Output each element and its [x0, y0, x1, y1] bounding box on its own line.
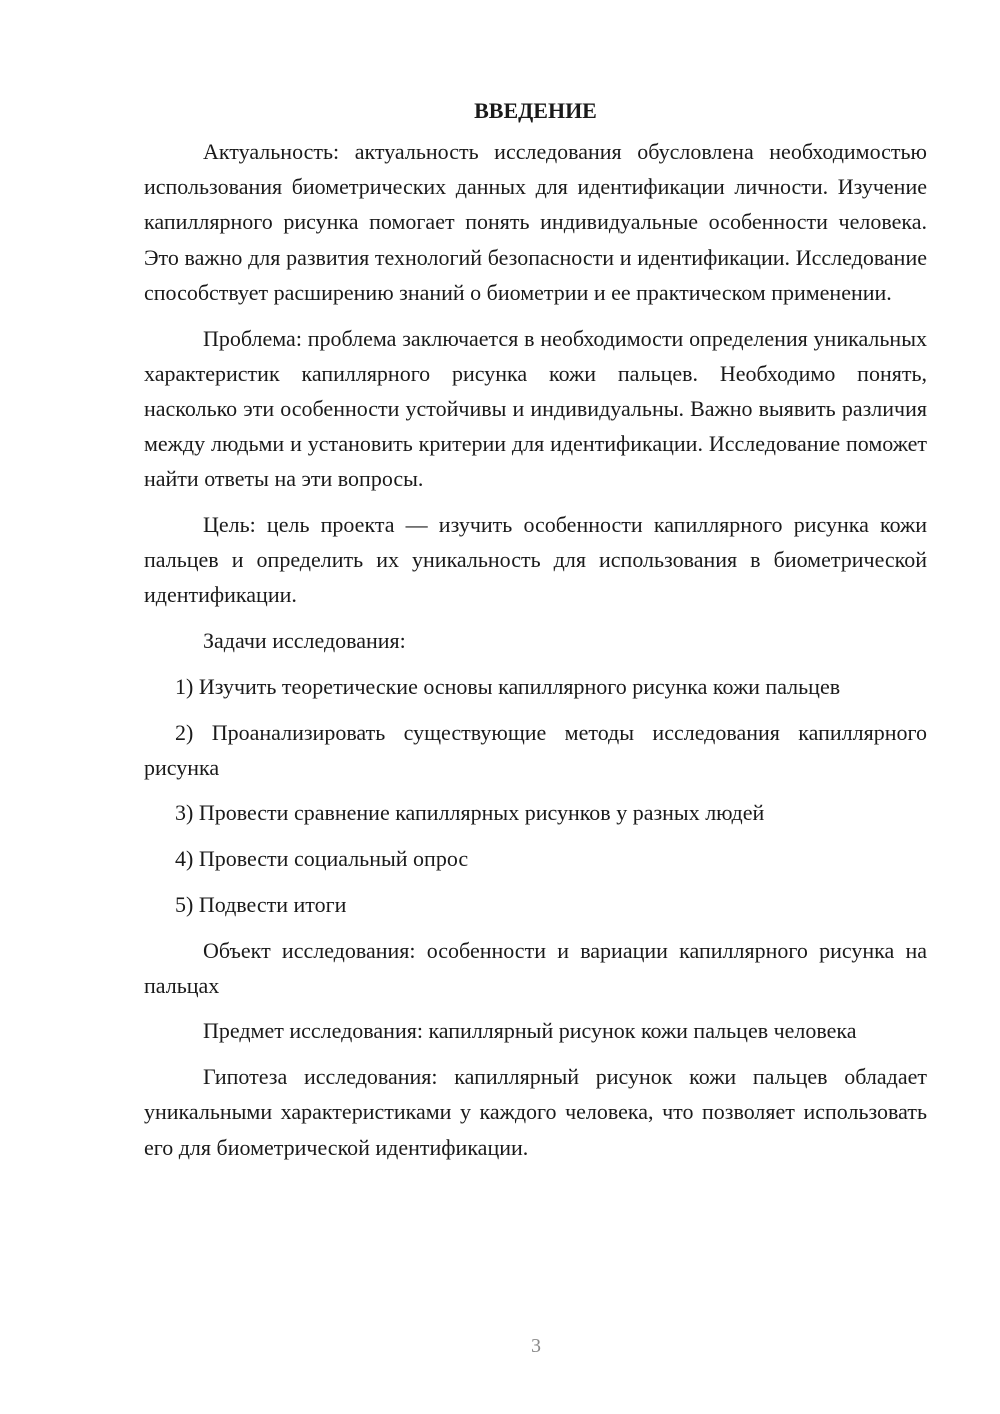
problem-paragraph: Проблема: проблема заключается в необходимости определения уникальных характеристик капиллярного рисунка кожи пальцев. Необходимо понять, насколько эти особенности устойчивы и индивидуальны. Важно выявить различия между людьми и установить критерии для идентификации. Исследование поможет найти ответы на эти вопросы.	[144, 325, 927, 492]
subject-paragraph: Предмет исследования: капиллярный рисунок кожи пальцев человека	[203, 1018, 857, 1044]
tasks-heading: Задачи исследования:	[203, 628, 406, 654]
page-number: 3	[531, 1335, 541, 1357]
task-item: 5) Подвести итоги	[175, 891, 347, 917]
task-item: 1) Изучить теоретические основы капиллярного рисунка кожи пальцев	[175, 673, 841, 699]
task-item: 4) Провести социальный опрос	[175, 846, 469, 872]
task-item: 2) Проанализировать существующие методы исследования капиллярного рисунка	[144, 719, 927, 780]
relevance-paragraph: Актуальность: актуальность исследования обусловлена необходимостью использования биометрических данных для идентификации личности. Изучение капиллярного рисунка помогает понять индивидуальные особенности человека. Это важно для развития технологий безопасности и идентификации. Исследование способствует расширению знаний о биометрии и ее практическом применении.	[144, 139, 927, 305]
goal-paragraph: Цель: цель проекта — изучить особенности капиллярного рисунка кожи пальцев и определить их уникальность для использования в биометрической идентификации.	[144, 512, 927, 608]
object-paragraph: Объект исследования: особенности и вариации капиллярного рисунка на пальцах	[144, 937, 927, 998]
document-page	[144, 93, 927, 1175]
task-item: 3) Провести сравнение капиллярных рисунков у разных людей	[175, 800, 765, 826]
section-title: ВВЕДЕНИЕ	[474, 98, 597, 123]
hypothesis-paragraph: Гипотеза исследования: капиллярный рисунок кожи пальцев обладает уникальными характеристиками у каждого человека, что позволяет использовать его для биометрической идентификации.	[144, 1064, 927, 1160]
